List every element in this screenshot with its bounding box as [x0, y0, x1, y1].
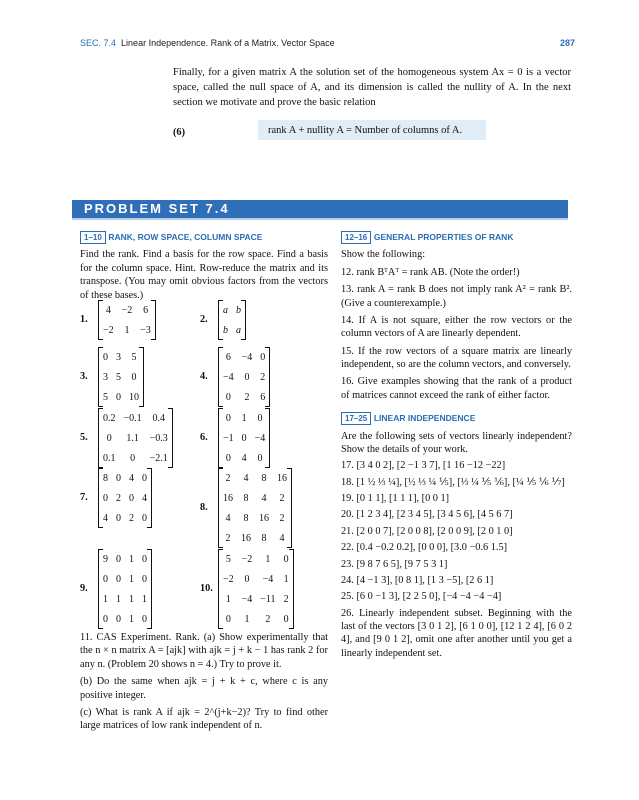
matrix-problem-number: 3.	[80, 371, 88, 383]
right-heading-1: GENERAL PROPERTIES OF RANK	[373, 232, 514, 242]
matrix-cell: 0	[283, 553, 289, 565]
matrix-cell: 2	[265, 613, 271, 625]
matrix-cell: −1	[223, 432, 234, 444]
matrix	[98, 468, 152, 528]
problem-11	[80, 631, 328, 733]
problem-set-title: PROBLEM SET 7.4	[84, 201, 230, 216]
matrix	[98, 347, 144, 407]
matrix	[218, 408, 270, 468]
matrix-cell: b	[236, 304, 241, 316]
matrix-problem	[80, 300, 156, 340]
matrix-problem	[200, 300, 246, 340]
matrix-cell: 1	[129, 593, 134, 605]
matrix-cell: −2.1	[149, 452, 168, 464]
matrix-cell: 0	[116, 472, 121, 484]
matrix-problem-number: 5.	[80, 432, 88, 444]
matrix-cell: 2	[116, 492, 121, 504]
matrix-cell: −4	[241, 351, 253, 363]
matrix	[218, 468, 292, 548]
matrix-problem	[200, 549, 294, 629]
matrix-cell: 1	[241, 412, 247, 424]
matrix-cell: 4	[241, 452, 247, 464]
problem-17: 17. [3 4 0 2], [2 −1 3 7], [1 16 −12 −22]	[341, 460, 506, 472]
matrix-cell: b	[223, 324, 228, 336]
matrix-cell: 0	[116, 613, 121, 625]
matrix-cell: 5	[103, 391, 108, 403]
matrix-cell: 0	[225, 452, 231, 464]
problem-11-b: (b) Do the same when ajk = j + k + c, where c is any positive integer.	[80, 676, 328, 701]
matrix	[218, 300, 246, 340]
left-heading: RANK, ROW SPACE, COLUMN SPACE	[108, 232, 263, 242]
problem-11-a: 11. CAS Experiment. Rank. (a) Show experimentally that the n × n matrix A = [ajk] with ajk = j + k − 1 has rank 2 for any n. (Problem 20 shows n = 4.) Try to prove it.	[80, 632, 328, 670]
matrix-problem	[80, 347, 144, 407]
problem-24: 24. [4 −1 3], [0 8 1], [1 3 −5], [2 6 1]	[341, 574, 494, 586]
matrix-cell: 1	[103, 593, 108, 605]
matrix-cell: 2	[279, 492, 285, 504]
matrix-cell: 0	[225, 613, 231, 625]
problem-16: 16. Give examples showing that the rank of a product of matrices cannot exceed the rank of either factor.	[341, 376, 572, 401]
problem-12: 12. rank BᵀAᵀ = rank AB. (Note the order!)	[341, 266, 520, 278]
right-heading-2: LINEAR INDEPENDENCE	[373, 413, 476, 424]
matrix-cell: 4	[279, 532, 285, 544]
matrix-problem	[80, 549, 152, 629]
matrix-cell: 6	[143, 304, 149, 316]
matrix-cell: 1	[129, 613, 134, 625]
problem-15: 15. If the row vectors of a square matrix are linearly independent, so are the column vectors, and conversely.	[341, 345, 572, 370]
problem-22: 22. [0.4 −0.2 0.2], [0 0 0], [3.0 −0.6 1.5]	[341, 542, 508, 554]
problem-23: 23. [9 8 7 6 5], [9 7 5 3 1]	[341, 558, 448, 570]
matrix-cell: 1	[116, 593, 121, 605]
matrix-cell: 0.1	[103, 452, 116, 464]
equation-label: (6)	[173, 127, 186, 138]
matrix-cell: 2	[225, 532, 231, 544]
matrix-problem-number: 2.	[200, 314, 208, 326]
matrix-cell: 1	[129, 553, 134, 565]
matrix-problem	[80, 408, 173, 468]
matrix-cell: 0	[225, 412, 231, 424]
matrix-cell: 3	[116, 351, 121, 363]
matrix-cell: 16	[241, 532, 251, 544]
matrix-cell: 1	[283, 573, 289, 585]
matrix-cell: 5	[225, 553, 231, 565]
matrix-cell: −4	[262, 573, 274, 585]
page-number: 287	[559, 38, 575, 48]
right-intro-2: Are the following sets of vectors linearly independent? Show the details of your work.	[341, 430, 572, 455]
right-intro-1: Show the following:	[341, 249, 426, 261]
matrix-cell: 16	[223, 492, 233, 504]
matrix-cell: 9	[103, 553, 108, 565]
matrix-cell: 0	[241, 432, 247, 444]
matrix-cell: 0.4	[152, 412, 165, 424]
matrix-cell: 0	[283, 613, 289, 625]
matrix-cell: 0	[106, 432, 112, 444]
matrix-cell: 8	[243, 492, 249, 504]
problem-13: 13. rank A = rank B does not imply rank A² = rank B². (Give a counterexample.)	[341, 284, 572, 309]
matrix-cell: 2	[225, 472, 231, 484]
matrix-cell: 1	[225, 593, 231, 605]
matrix-cell: 8	[261, 472, 267, 484]
matrix-cell: 0	[142, 573, 147, 585]
matrix-cell: 1	[265, 553, 271, 565]
matrix-cell: 0	[130, 452, 136, 464]
running-header	[80, 38, 575, 50]
matrix-cell: 6	[225, 351, 231, 363]
matrix-cell: 0	[116, 391, 121, 403]
matrix-cell: 0	[257, 452, 263, 464]
matrix	[98, 408, 173, 468]
matrix-cell: 0	[142, 613, 147, 625]
matrix-cell: 1	[142, 593, 147, 605]
matrix-cell: 2	[283, 593, 289, 605]
matrix-cell: 4	[105, 304, 111, 316]
matrix-cell: −2	[103, 324, 114, 336]
problem-18: 18. [1 ½ ⅓ ¼], [½ ⅓ ¼ ⅕], [⅓ ¼ ⅕ ⅙], [¼ ⅕ ⅙ ⅐]	[341, 476, 565, 488]
matrix-cell: 0	[260, 351, 266, 363]
section-title: Linear Independence. Rank of a Matrix. Vector Space	[121, 38, 335, 48]
matrix-cell: 1	[124, 324, 130, 336]
matrix-cell: 0	[116, 573, 121, 585]
matrix-cell: 0	[244, 371, 250, 383]
matrix-cell: 2	[260, 371, 266, 383]
matrix-cell: 6	[260, 391, 266, 403]
matrix-cell: 0	[116, 512, 121, 524]
matrix-cell: 3	[103, 371, 108, 383]
matrix-cell: 2	[244, 391, 250, 403]
problem-19: 19. [0 1 1], [1 1 1], [0 0 1]	[341, 493, 450, 504]
matrix	[98, 549, 152, 629]
matrix-cell: 4	[261, 492, 267, 504]
matrix-cell: 8	[103, 472, 108, 484]
matrix-cell: a	[223, 304, 228, 316]
matrix-cell: −0.1	[123, 412, 142, 424]
matrix-problem-number: 4.	[200, 371, 208, 383]
matrix-cell: −4	[254, 432, 266, 444]
matrix-problem	[80, 468, 152, 528]
matrix-cell: 8	[243, 512, 249, 524]
matrix-problem-number: 9.	[80, 583, 88, 595]
matrix-cell: 0.2	[103, 412, 116, 424]
left-range-badge: 1–10	[80, 231, 106, 244]
matrix-cell: −2	[241, 553, 253, 565]
matrix-cell: 0	[103, 492, 108, 504]
matrix-cell: 4	[142, 492, 147, 504]
matrix-cell: 0	[129, 492, 134, 504]
right-column	[341, 231, 572, 661]
left-instructions: Find the rank. Find a basis for the row space. Find a basis for the column space. Hint. Row-reduce the matrix and its transpose. (You may omit obvious factors from the vectors of these bases.)	[80, 249, 328, 301]
matrix-cell: 16	[259, 512, 269, 524]
matrix-cell: 0	[142, 512, 147, 524]
matrix	[218, 549, 294, 629]
equation-text: rank A + nullity A = Number of columns of A.	[268, 125, 463, 136]
matrix-cell: 0	[257, 412, 263, 424]
matrix-cell: −2	[223, 573, 234, 585]
matrix-cell: −4	[223, 371, 234, 383]
matrix-cell: 0	[244, 573, 250, 585]
problem-11-c: (c) What is rank A if ajk = 2^(j+k−2)? Try to find other large matrices of low rank independent of n.	[80, 706, 328, 732]
matrix-cell: 16	[277, 472, 287, 484]
matrix-cell: 0	[103, 613, 108, 625]
problem-21: 21. [2 0 0 7], [2 0 0 8], [2 0 0 9], [2 0 1 0]	[341, 525, 513, 537]
matrix-cell: −3	[140, 324, 151, 336]
matrix-cell: 4	[103, 512, 108, 524]
matrix-cell: 1	[244, 613, 250, 625]
matrix-cell: 0	[142, 472, 147, 484]
matrix-cell: −4	[241, 593, 253, 605]
matrix-problem-number: 10.	[200, 583, 213, 595]
banner-underline	[72, 218, 568, 220]
matrix-cell: 1	[129, 573, 134, 585]
problem-26: 26. Linearly independent subset. Beginning with the last of the vectors [3 0 1 2], [6 1 0 0], [12 1 2 4], [6 0 2 4], and [9 0 1 2], omit one after another until you get a linearly independent set.	[341, 607, 572, 659]
matrix-cell: 4	[129, 472, 134, 484]
matrix-cell: 8	[261, 532, 267, 544]
matrix-cell: 1.1	[126, 432, 139, 444]
matrix-cell: 2	[279, 512, 285, 524]
matrix-problem-number: 6.	[200, 432, 208, 444]
matrix-cell: 5	[116, 371, 121, 383]
matrix-cell: 0	[131, 371, 137, 383]
left-column	[80, 231, 328, 302]
matrix-cell: −2	[121, 304, 133, 316]
matrix-cell: a	[236, 324, 241, 336]
problem-14: 14. If A is not square, either the row vectors or the column vectors of A are linearly dependent.	[341, 314, 572, 340]
matrix-cell: 0	[103, 573, 108, 585]
matrix-problem	[200, 408, 270, 468]
matrix-cell: 0	[116, 553, 121, 565]
matrix-problem-number: 8.	[200, 502, 208, 514]
intro-paragraph: Finally, for a given matrix A the solution set of the homogeneous system Ax = 0 is a vector space, called the null space of A, and its dimension is called the nullity of A. In the next section we motivate and prove the basic relation	[173, 67, 571, 109]
matrix-cell: −0.3	[149, 432, 168, 444]
problem-25: 25. [6 0 −1 3], [2 2 5 0], [−4 −4 −4 −4]	[341, 591, 502, 603]
matrix-cell: 10	[129, 391, 139, 403]
right-range-badge-1: 12–16	[341, 231, 371, 244]
matrix-problem-number: 1.	[80, 314, 88, 326]
matrix-problem	[200, 347, 270, 407]
matrix	[98, 300, 156, 340]
matrix-cell: 0	[103, 351, 108, 363]
matrix-cell: 4	[225, 512, 231, 524]
matrix-cell: 0	[142, 553, 147, 565]
matrix	[218, 347, 270, 407]
matrix-cell: 2	[129, 512, 134, 524]
matrix-cell: 5	[131, 351, 137, 363]
matrix-cell: 0	[225, 391, 231, 403]
matrix-cell: −11	[260, 593, 276, 605]
right-range-badge-2: 17–25	[341, 412, 371, 425]
matrix-cell: 4	[243, 472, 249, 484]
section-number: SEC. 7.4	[80, 38, 117, 48]
matrix-problem-number: 7.	[80, 492, 88, 504]
matrix-problem	[200, 468, 292, 548]
problem-20: 20. [1 2 3 4], [2 3 4 5], [3 4 5 6], [4 5 6 7]	[341, 509, 513, 521]
